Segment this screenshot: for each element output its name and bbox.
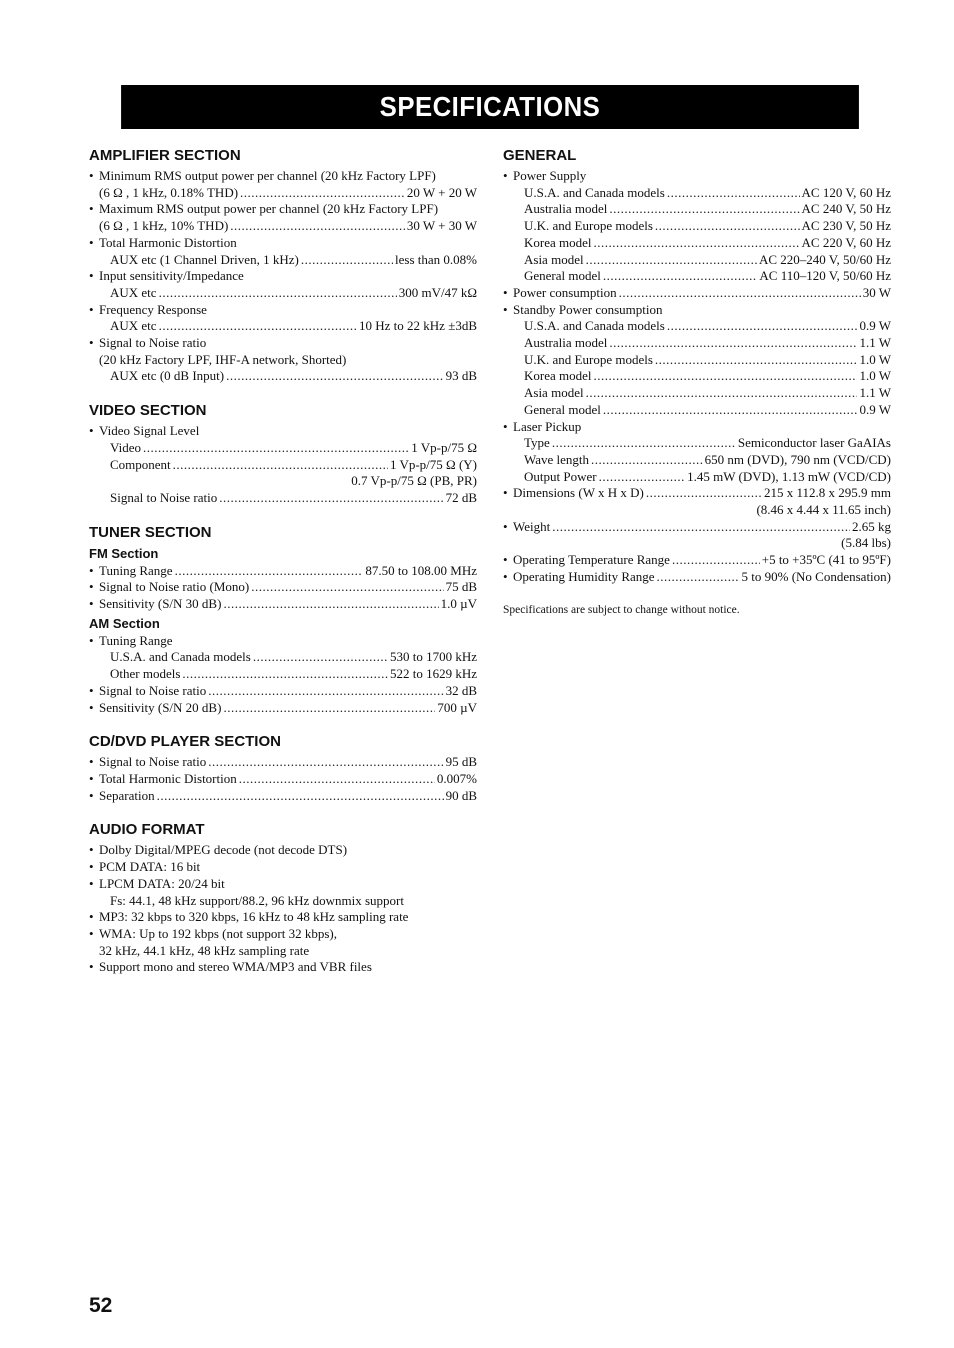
list-item: • PCM DATA: 16 bit [89,859,477,876]
spec-row: AUX etc ..... 300 mV/47 kΩ [89,285,477,302]
page-title: SPECIFICATIONS [121,85,859,129]
spec-row: AUX etc ..... 10 Hz to 22 kHz ±3dB [89,318,477,335]
spec-row: Australia model ..... AC 240 V, 50 Hz [503,201,891,218]
left-column [89,146,477,992]
section-heading: CD/DVD PLAYER SECTION [89,733,281,751]
spec-label: • Signal to Noise ratio [89,335,477,352]
list-item: • LPCM DATA: 20/24 bit [89,876,477,893]
spec-row: • Power consumption ..... 30 W [503,285,891,302]
section-heading: GENERAL [503,147,577,164]
spec-row: Signal to Noise ratio ..... 72 dB [89,490,477,507]
spec-row: (6 Ω , 1 kHz, 10% THD) ..... 30 W + 30 W [89,218,477,235]
spec-label: • Input sensitivity/Impedance [89,268,477,285]
spec-label: • Minimum RMS output power per channel (20 kHz Factory LPF) [89,168,477,185]
list-item: • Dolby Digital/MPEG decode (not decode DTS) [89,842,477,859]
spec-row: AUX etc (0 dB Input) ..... 93 dB [89,368,477,385]
spec-row: Video ..... 1 Vp-p/75 Ω [89,440,477,457]
spec-row: Asia model ..... 1.1 W [503,385,891,402]
spec-row: General model ..... 0.9 W [503,402,891,419]
spec-row: Asia model ..... AC 220–240 V, 50/60 Hz [503,252,891,269]
cd-dvd-section [89,732,477,804]
spec-row: Korea model ..... 1.0 W [503,368,891,385]
tuner-section [89,523,477,717]
spec-label: • Total Harmonic Distortion [89,235,477,252]
spec-row: • Sensitivity (S/N 20 dB) ..... 700 µV [89,700,477,717]
spec-row: AUX etc (1 Channel Driven, 1 kHz) ..... less than 0.08% [89,252,477,269]
spec-label: • Maximum RMS output power per channel (20 kHz Factory LPF) [89,201,477,218]
subsection-heading: AM Section [89,615,160,631]
general-section [503,146,891,616]
spec-value: (8.46 x 4.44 x 11.65 inch) [756,502,891,518]
spec-row: Component ..... 1 Vp-p/75 Ω (Y) [89,457,477,474]
spec-row: General model ..... AC 110–120 V, 50/60 Hz [503,268,891,285]
spec-label: • Tuning Range [89,633,477,650]
spec-row: (6 Ω , 1 kHz, 0.18% THD) ..... 20 W + 20 W [89,185,477,202]
spec-row: Type ..... Semiconductor laser GaAIAs [503,435,891,452]
specs-note: Specifications are subject to change without notice. [503,603,740,616]
list-item: • MP3: 32 kbps to 320 kbps, 16 kHz to 48 kHz sampling rate [89,909,477,926]
spec-row: Output Power ..... 1.45 mW (DVD), 1.13 mW (VCD/CD) [503,469,891,486]
list-item: • WMA: Up to 192 kbps (not support 32 kbps), [89,926,477,943]
spec-row: U.K. and Europe models ..... 1.0 W [503,352,891,369]
spec-row: • Weight ..... 2.65 kg [503,519,891,536]
spec-label: (20 kHz Factory LPF, IHF-A network, Shorted) [99,351,347,367]
spec-label: • Frequency Response [89,302,477,319]
amplifier-section [89,146,477,385]
spec-row: U.K. and Europe models ..... AC 230 V, 50 Hz [503,218,891,235]
spec-row: • Signal to Noise ratio ..... 95 dB [89,754,477,771]
spec-label: • Power Supply [503,168,891,185]
spec-label: • Laser Pickup [503,419,891,436]
spec-row: Wave length ..... 650 nm (DVD), 790 nm (VCD/CD) [503,452,891,469]
spec-value: 0.7 Vp-p/75 Ω (PB, PR) [351,473,477,489]
spec-row: • Sensitivity (S/N 30 dB) ..... 1.0 µV [89,596,477,613]
section-heading: AMPLIFIER SECTION [89,147,241,164]
spec-row: Korea model ..... AC 220 V, 60 Hz [503,235,891,252]
subsection-heading: FM Section [89,545,159,561]
spec-row: • Signal to Noise ratio ..... 32 dB [89,683,477,700]
video-section [89,401,477,507]
spec-row: • Separation ..... 90 dB [89,788,477,805]
list-item: • Support mono and stereo WMA/MP3 and VBR files [89,959,477,976]
spec-row: • Signal to Noise ratio (Mono) ..... 75 dB [89,579,477,596]
section-heading: VIDEO SECTION [89,402,207,420]
list-item: Fs: 44.1, 48 kHz support/88.2, 96 kHz downmix support [110,892,404,908]
section-heading: TUNER SECTION [89,523,212,541]
spec-row: • Operating Temperature Range ..... +5 to +35ºC (41 to 95ºF) [503,552,891,569]
spec-label: • Standby Power consumption [503,302,891,319]
spec-value: (5.84 lbs) [841,535,891,551]
page-number: 52 [89,1294,113,1317]
spec-row: • Operating Humidity Range ..... 5 to 90% (No Condensation) [503,569,891,586]
spec-row: U.S.A. and Canada models ..... 530 to 1700 kHz [89,649,477,666]
list-item: 32 kHz, 44.1 kHz, 48 kHz sampling rate [99,942,310,958]
spec-row: U.S.A. and Canada models ..... AC 120 V, 60 Hz [503,185,891,202]
spec-row: • Total Harmonic Distortion ..... 0.007% [89,771,477,788]
section-heading: AUDIO FORMAT [89,821,205,839]
audio-format-section [89,820,477,976]
spec-row: Australia model ..... 1.1 W [503,335,891,352]
spec-row: • Tuning Range ..... 87.50 to 108.00 MHz [89,563,477,580]
spec-row: U.S.A. and Canada models ..... 0.9 W [503,318,891,335]
spec-row: Other models ..... 522 to 1629 kHz [89,666,477,683]
right-column [503,146,891,632]
spec-row: • Dimensions (W x H x D) ..... 215 x 112.8 x 295.9 mm [503,485,891,502]
spec-label: • Video Signal Level [89,423,477,440]
